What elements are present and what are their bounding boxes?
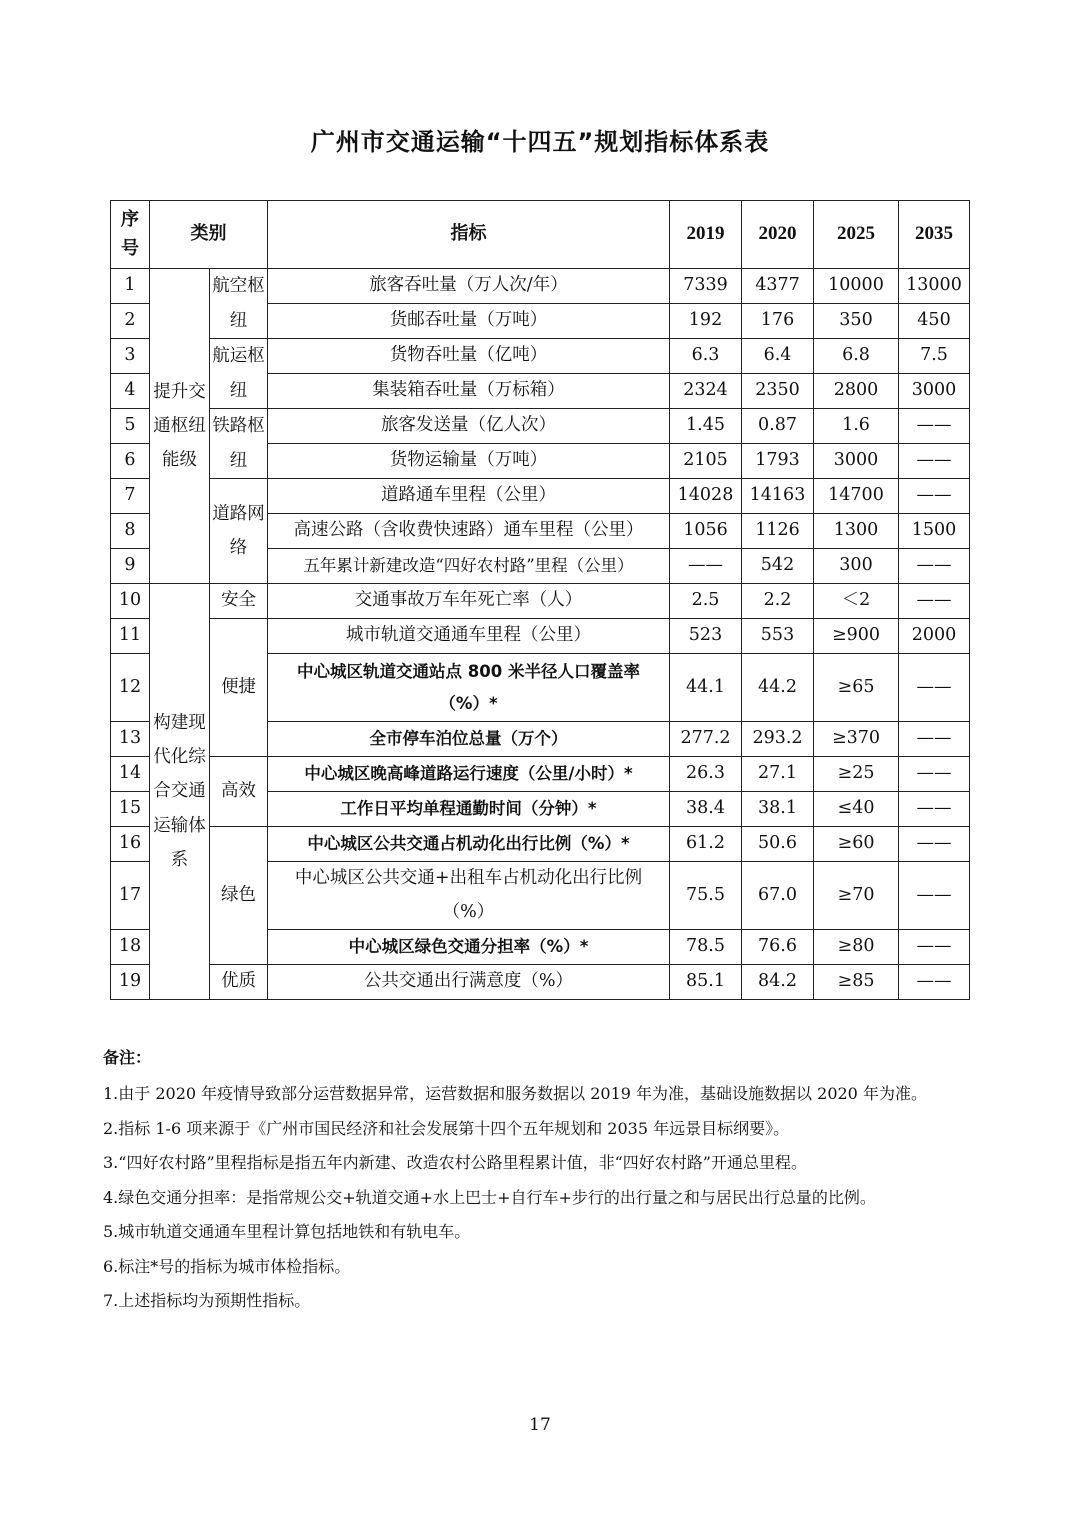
value-2020: 44.2 bbox=[742, 654, 814, 722]
notes-title: 备注： bbox=[103, 1048, 152, 1067]
value-2019: 277.2 bbox=[670, 722, 742, 757]
value-2019: 6.3 bbox=[670, 339, 742, 374]
indicator-name: 交通事故万车年死亡率（人） bbox=[268, 584, 670, 619]
indicator-name: 全市停车泊位总量（万个） bbox=[268, 722, 670, 757]
header-indicator: 指标 bbox=[268, 201, 670, 269]
page-number: 17 bbox=[529, 1415, 551, 1435]
indicator-name: 高速公路（含收费快速路）通车里程（公里） bbox=[268, 514, 670, 549]
value-2025: 14700 bbox=[814, 479, 899, 514]
value-2019: 14028 bbox=[670, 479, 742, 514]
value-2035: —— bbox=[899, 827, 970, 862]
value-2020: 0.87 bbox=[742, 409, 814, 444]
table-row bbox=[111, 479, 970, 514]
value-2025: 1.6 bbox=[814, 409, 899, 444]
indicator-name: 集装箱吞吐量（万标箱） bbox=[268, 374, 670, 409]
note-item: 3.“四好农村路”里程指标是指五年内新建、改造农村公路里程累计值，非“四好农村路”开通总里程。 bbox=[103, 1153, 807, 1172]
indicator-name: 中心城区轨道交通站点 800 米半径人口覆盖率（%）* bbox=[268, 654, 670, 722]
value-2019: 1056 bbox=[670, 514, 742, 549]
value-2019: 61.2 bbox=[670, 827, 742, 862]
value-2019: 192 bbox=[670, 304, 742, 339]
value-2025: 10000 bbox=[814, 269, 899, 304]
table-row bbox=[111, 619, 970, 654]
row-no: 9 bbox=[111, 549, 150, 584]
value-2025: ≥60 bbox=[814, 827, 899, 862]
row-no: 13 bbox=[111, 722, 150, 757]
value-2035: —— bbox=[899, 549, 970, 584]
value-2035: —— bbox=[899, 965, 970, 1000]
value-2025: ≥70 bbox=[814, 862, 899, 930]
note-item: 5.城市轨道交通通车里程计算包括地铁和有轨电车。 bbox=[103, 1222, 471, 1241]
row-no: 7 bbox=[111, 479, 150, 514]
value-2020: 14163 bbox=[742, 479, 814, 514]
value-2019: 78.5 bbox=[670, 930, 742, 965]
value-2019: 523 bbox=[670, 619, 742, 654]
value-2020: 553 bbox=[742, 619, 814, 654]
row-no: 19 bbox=[111, 965, 150, 1000]
indicator-name: 中心城区晚高峰道路运行速度（公里/小时）* bbox=[268, 757, 670, 792]
note-item: 7.上述指标均为预期性指标。 bbox=[103, 1291, 311, 1310]
value-2020: 38.1 bbox=[742, 792, 814, 827]
row-no: 2 bbox=[111, 304, 150, 339]
value-2035: —— bbox=[899, 444, 970, 479]
value-2020: 1793 bbox=[742, 444, 814, 479]
value-2020: 2.2 bbox=[742, 584, 814, 619]
value-2025: 1300 bbox=[814, 514, 899, 549]
row-no: 4 bbox=[111, 374, 150, 409]
value-2035: —— bbox=[899, 654, 970, 722]
value-2020: 67.0 bbox=[742, 862, 814, 930]
indicator-name: 中心城区公共交通+出租车占机动化出行比例（%） bbox=[268, 862, 670, 930]
value-2025: ≥900 bbox=[814, 619, 899, 654]
row-no: 11 bbox=[111, 619, 150, 654]
value-2019: 38.4 bbox=[670, 792, 742, 827]
value-2035: 1500 bbox=[899, 514, 970, 549]
value-2019: 44.1 bbox=[670, 654, 742, 722]
indicator-name: 工作日平均单程通勤时间（分钟）* bbox=[268, 792, 670, 827]
indicator-name: 旅客发送量（亿人次） bbox=[268, 409, 670, 444]
row-no: 12 bbox=[111, 654, 150, 722]
subcategory-safety: 安全 bbox=[210, 584, 268, 619]
header-2025: 2025 bbox=[814, 201, 899, 269]
header-row bbox=[111, 201, 970, 269]
note-item: 4.绿色交通分担率：是指常规公交+轨道交通+水上巴士+自行车+步行的出行量之和与居民出行总量的比例。 bbox=[103, 1187, 876, 1207]
value-2020: 6.4 bbox=[742, 339, 814, 374]
row-no: 14 bbox=[111, 757, 150, 792]
value-2025: ≥65 bbox=[814, 654, 899, 722]
value-2020: 27.1 bbox=[742, 757, 814, 792]
value-2020: 4377 bbox=[742, 269, 814, 304]
indicator-name: 中心城区公共交通占机动化出行比例（%）* bbox=[268, 827, 670, 862]
value-2019: 1.45 bbox=[670, 409, 742, 444]
indicator-name: 货物吞吐量（亿吨） bbox=[268, 339, 670, 374]
value-2019: 7339 bbox=[670, 269, 742, 304]
table-row bbox=[111, 409, 970, 444]
row-no: 18 bbox=[111, 930, 150, 965]
value-2020: 293.2 bbox=[742, 722, 814, 757]
header-2019: 2019 bbox=[670, 201, 742, 269]
note-item: 2.指标 1-6 项来源于《广州市国民经济和社会发展第十四个五年规划和 2035 年远景目标纲要》。 bbox=[103, 1118, 790, 1138]
value-2019: 75.5 bbox=[670, 862, 742, 930]
indicator-name: 道路通车里程（公里） bbox=[268, 479, 670, 514]
indicator-name: 旅客吞吐量（万人次/年） bbox=[268, 269, 670, 304]
table-row bbox=[111, 269, 970, 304]
table-row bbox=[111, 757, 970, 792]
value-2035: —— bbox=[899, 409, 970, 444]
row-no: 10 bbox=[111, 584, 150, 619]
note-item: 6.标注*号的指标为城市体检指标。 bbox=[103, 1256, 351, 1276]
value-2025: ≥80 bbox=[814, 930, 899, 965]
value-2035: —— bbox=[899, 479, 970, 514]
value-2035: —— bbox=[899, 584, 970, 619]
value-2019: 2105 bbox=[670, 444, 742, 479]
value-2035: 2000 bbox=[899, 619, 970, 654]
value-2019: —— bbox=[670, 549, 742, 584]
indicator-name: 货物运输量（万吨） bbox=[268, 444, 670, 479]
value-2035: 3000 bbox=[899, 374, 970, 409]
indicator-name: 中心城区绿色交通分担率（%）* bbox=[268, 930, 670, 965]
indicator-name: 货邮吞吐量（万吨） bbox=[268, 304, 670, 339]
value-2035: —— bbox=[899, 722, 970, 757]
header-no: 序号 bbox=[111, 201, 150, 269]
subcategory-quality: 优质 bbox=[210, 965, 268, 1000]
value-2035: 13000 bbox=[899, 269, 970, 304]
page-title: 广州市交通运输“十四五”规划指标体系表 bbox=[310, 128, 770, 156]
value-2035: —— bbox=[899, 862, 970, 930]
row-no: 3 bbox=[111, 339, 150, 374]
row-no: 15 bbox=[111, 792, 150, 827]
table-row bbox=[111, 339, 970, 374]
value-2020: 542 bbox=[742, 549, 814, 584]
value-2019: 85.1 bbox=[670, 965, 742, 1000]
subcategory-aviation-hub: 航空枢纽 bbox=[210, 269, 268, 339]
value-2020: 76.6 bbox=[742, 930, 814, 965]
value-2025: ≥370 bbox=[814, 722, 899, 757]
value-2035: —— bbox=[899, 792, 970, 827]
note-item: 1.由于 2020 年疫情导致部分运营数据异常，运营数据和服务数据以 2019 年为准，基础设施数据以 2020 年为准。 bbox=[103, 1084, 927, 1103]
value-2025: ≤40 bbox=[814, 792, 899, 827]
value-2019: 26.3 bbox=[670, 757, 742, 792]
table-row bbox=[111, 584, 970, 619]
value-2019: 2324 bbox=[670, 374, 742, 409]
value-2025: ＜2 bbox=[814, 584, 899, 619]
value-2020: 1126 bbox=[742, 514, 814, 549]
value-2025: 3000 bbox=[814, 444, 899, 479]
value-2025: ≥85 bbox=[814, 965, 899, 1000]
indicator-name: 城市轨道交通通车里程（公里） bbox=[268, 619, 670, 654]
value-2019: 2.5 bbox=[670, 584, 742, 619]
indicator-name: 公共交通出行满意度（%） bbox=[268, 965, 670, 1000]
row-no: 8 bbox=[111, 514, 150, 549]
subcategory-rail-hub: 铁路枢纽 bbox=[210, 409, 268, 479]
row-no: 17 bbox=[111, 862, 150, 930]
value-2035: 7.5 bbox=[899, 339, 970, 374]
row-no: 5 bbox=[111, 409, 150, 444]
value-2020: 176 bbox=[742, 304, 814, 339]
row-no: 16 bbox=[111, 827, 150, 862]
subcategory-road-network: 道路网络 bbox=[210, 479, 268, 584]
category-modern-transport-system: 构建现代化综合交通运输体系 bbox=[150, 584, 210, 1000]
subcategory-green: 绿色 bbox=[210, 827, 268, 965]
subcategory-efficiency: 高效 bbox=[210, 757, 268, 827]
row-no: 6 bbox=[111, 444, 150, 479]
header-category: 类别 bbox=[150, 201, 268, 269]
value-2025: 6.8 bbox=[814, 339, 899, 374]
indicator-table bbox=[110, 200, 970, 1000]
subcategory-shipping-hub: 航运枢纽 bbox=[210, 339, 268, 409]
value-2020: 2350 bbox=[742, 374, 814, 409]
value-2025: 300 bbox=[814, 549, 899, 584]
value-2025: 2800 bbox=[814, 374, 899, 409]
value-2025: ≥25 bbox=[814, 757, 899, 792]
value-2020: 84.2 bbox=[742, 965, 814, 1000]
subcategory-convenience: 便捷 bbox=[210, 619, 268, 757]
value-2035: 450 bbox=[899, 304, 970, 339]
category-hub-capacity: 提升交通枢纽能级 bbox=[150, 269, 210, 584]
table-row bbox=[111, 827, 970, 862]
value-2025: 350 bbox=[814, 304, 899, 339]
value-2020: 50.6 bbox=[742, 827, 814, 862]
header-2035: 2035 bbox=[899, 201, 970, 269]
value-2035: —— bbox=[899, 757, 970, 792]
table-row bbox=[111, 965, 970, 1000]
notes-section bbox=[103, 1045, 1003, 1319]
indicator-name: 五年累计新建改造“四好农村路”里程（公里） bbox=[268, 549, 670, 584]
header-2020: 2020 bbox=[742, 201, 814, 269]
row-no: 1 bbox=[111, 269, 150, 304]
value-2035: —— bbox=[899, 930, 970, 965]
